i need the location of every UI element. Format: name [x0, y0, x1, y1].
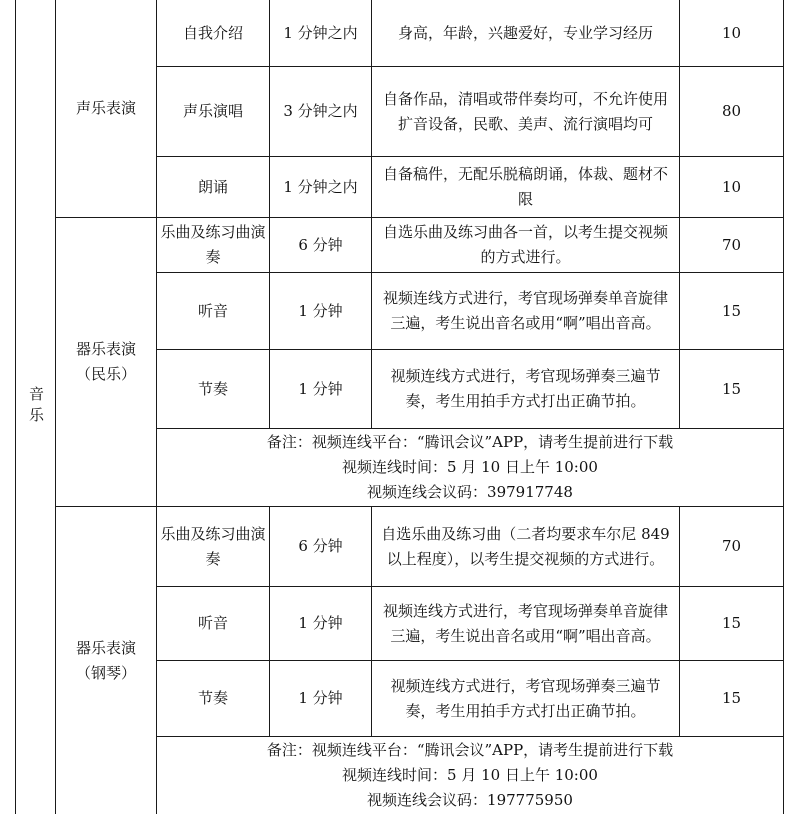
score-cell — [680, 218, 783, 272]
category-label: 声乐表演 — [75, 99, 136, 117]
item-label: 朗诵 — [197, 177, 228, 196]
desc-text: 视频连线方式进行，考官现场弹奏三遍节奏，考生用拍手方式打出正确节拍。 — [390, 676, 661, 720]
score-value: 15 — [721, 614, 742, 632]
score-value: 70 — [721, 235, 742, 254]
desc-text: 视频连线方式进行，考官现场弹奏单音旋律三遍，考生说出音名或用“啊”唱出音高。 — [382, 289, 668, 332]
category-label: 器乐表演 — [75, 638, 136, 657]
time-label: 6 分钟 — [298, 235, 343, 254]
time-label: 1 分钟 — [298, 379, 343, 398]
subject-label: 音乐 — [27, 386, 45, 428]
item-label: 乐曲及练习曲演奏 — [160, 223, 266, 266]
category-sublabel: （钢琴） — [75, 663, 136, 682]
desc-cell — [372, 350, 679, 428]
desc-text: 视频连线方式进行，考官现场弹奏三遍节奏，考生用拍手方式打出正确节拍。 — [390, 367, 661, 410]
time-cell — [270, 157, 371, 217]
score-cell — [680, 157, 783, 217]
item-label: 节奏 — [197, 379, 228, 398]
note-platform: 备注：视频连线平台：“腾讯会议”APP，请考生提前进行下载 — [266, 741, 674, 759]
note-time: 视频连线时间：5 月 10 日上午 10:00 — [342, 766, 598, 784]
time-label: 1 分钟之内 — [283, 177, 358, 196]
item-cell — [157, 218, 269, 272]
note-cell — [157, 429, 783, 506]
score-value: 15 — [721, 689, 742, 707]
time-label: 1 分钟 — [298, 689, 343, 707]
score-cell — [680, 273, 783, 349]
item-cell — [157, 350, 269, 428]
time-cell — [270, 273, 371, 349]
score-value: 10 — [721, 177, 742, 196]
item-label: 节奏 — [197, 689, 228, 707]
desc-cell — [372, 67, 679, 156]
item-cell — [157, 273, 269, 349]
item-cell — [157, 157, 269, 217]
note-meeting-code: 视频连线会议码：197775950 — [367, 791, 573, 809]
category-sublabel: （民乐） — [75, 365, 136, 383]
category-cell — [56, 218, 156, 506]
score-cell — [680, 350, 783, 428]
desc-text: 自选乐曲及练习曲（二者均要求车尔尼 849 以上程度），以考生提交视频的方式进行。 — [381, 524, 670, 568]
note-time: 视频连线时间：5 月 10 日上午 10:00 — [342, 458, 598, 476]
note-cell — [157, 737, 783, 814]
item-cell — [157, 507, 269, 586]
item-cell — [157, 67, 269, 156]
desc-cell — [372, 273, 679, 349]
border-right — [783, 0, 784, 814]
time-cell — [270, 661, 371, 736]
score-cell — [680, 67, 783, 156]
item-cell — [157, 0, 269, 66]
score-value: 70 — [721, 537, 742, 555]
item-label: 自我介绍 — [182, 23, 243, 42]
desc-cell — [372, 661, 679, 736]
time-cell — [270, 587, 371, 660]
score-value: 80 — [721, 102, 742, 120]
note-meeting-code: 视频连线会议码：397917748 — [367, 483, 573, 501]
item-cell — [157, 587, 269, 660]
desc-cell — [372, 0, 679, 66]
score-cell — [680, 507, 783, 586]
score-value: 15 — [721, 301, 742, 320]
desc-text: 自选乐曲及练习曲各一首，以考生提交视频的方式进行。 — [382, 223, 668, 266]
score-cell — [680, 0, 783, 66]
score-value: 15 — [721, 379, 742, 398]
item-label: 乐曲及练习曲演奏 — [160, 524, 266, 568]
time-cell — [270, 0, 371, 66]
time-label: 6 分钟 — [298, 537, 343, 555]
time-cell — [270, 350, 371, 428]
score-cell — [680, 587, 783, 660]
desc-text: 自备作品，清唱或带伴奏均可，不允许使用扩音设备，民歌、美声、流行演唱均可 — [382, 89, 668, 133]
desc-text: 身高，年龄，兴趣爱好，专业学习经历 — [397, 23, 653, 42]
time-cell — [270, 507, 371, 586]
score-value: 10 — [721, 23, 742, 42]
item-cell — [157, 661, 269, 736]
time-label: 1 分钟之内 — [283, 23, 358, 42]
category-label: 器乐表演 — [75, 340, 136, 358]
time-label: 1 分钟 — [298, 301, 343, 320]
item-label: 听音 — [197, 614, 228, 632]
desc-cell — [372, 218, 679, 272]
category-cell — [56, 507, 156, 814]
desc-cell — [372, 157, 679, 217]
desc-text: 自备稿件，无配乐脱稿朗诵，体裁、题材不限 — [382, 165, 668, 208]
time-label: 3 分钟之内 — [283, 102, 358, 120]
time-cell — [270, 67, 371, 156]
note-platform: 备注：视频连线平台：“腾讯会议”APP，请考生提前进行下载 — [266, 433, 674, 451]
desc-cell — [372, 507, 679, 586]
subject-cell — [16, 0, 55, 814]
desc-text: 视频连线方式进行，考官现场弹奏单音旋律三遍，考生说出音名或用“啊”唱出音高。 — [382, 601, 668, 645]
category-cell — [56, 0, 156, 217]
time-label: 1 分钟 — [298, 614, 343, 632]
desc-cell — [372, 587, 679, 660]
item-label: 听音 — [197, 301, 228, 320]
item-label: 声乐演唱 — [182, 102, 243, 120]
score-cell — [680, 661, 783, 736]
time-cell — [270, 218, 371, 272]
